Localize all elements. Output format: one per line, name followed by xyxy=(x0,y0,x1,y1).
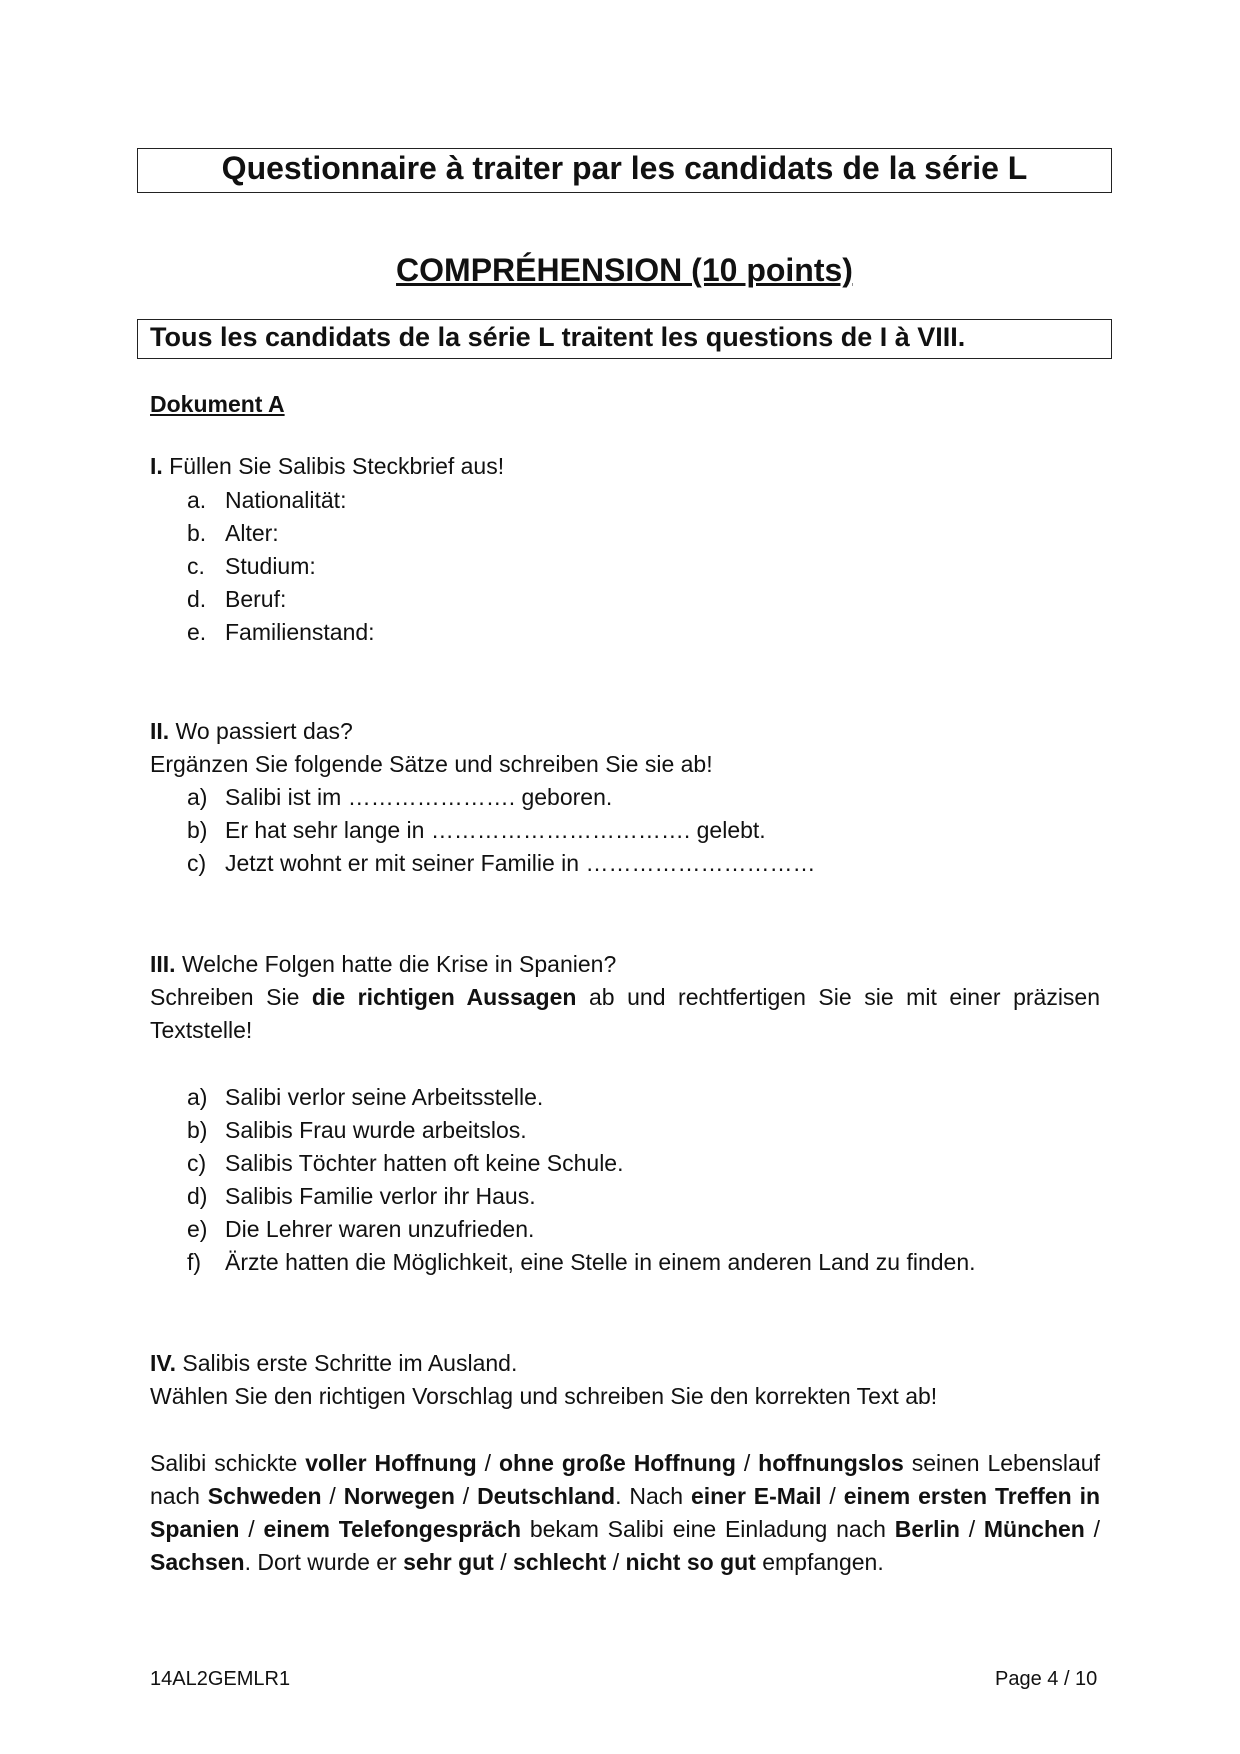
question-1-prompt: I. Füllen Sie Salibis Steckbrief aus! xyxy=(150,453,505,479)
page-title: Questionnaire à traiter par les candidats de la série L xyxy=(221,150,1028,186)
footer-page-number: Page 4 / 10 xyxy=(995,1668,1098,1690)
question-3-prompt: III. Welche Folgen hatte die Krise in Spanien? xyxy=(150,951,617,977)
question-2-instruction: Ergänzen Sie folgende Sätze und schreiben Sie sie ab! xyxy=(150,751,713,777)
question-number: III. xyxy=(150,951,176,977)
question-number: II. xyxy=(150,718,170,744)
footer-code: 14AL2GEMLR1 xyxy=(150,1668,291,1690)
question-3-instruction: Schreiben Sie die richtigen Aussagen ab und rechtfertigen Sie sie mit einer präzisen Textstelle! xyxy=(150,984,1101,1043)
instruction-text: Tous les candidats de la série L traitent les questions de I à VIII. xyxy=(150,322,966,352)
question-4-prompt: IV. Salibis erste Schritte im Ausland. xyxy=(150,1350,518,1376)
question-4-instruction: Wählen Sie den richtigen Vorschlag und schreiben Sie den korrekten Text ab! xyxy=(150,1383,938,1409)
document-label: Dokument A xyxy=(150,391,285,417)
section-heading: COMPRÉHENSION (10 points) xyxy=(396,252,853,288)
question-number: IV. xyxy=(150,1350,177,1376)
question-2-prompt: II. Wo passiert das? xyxy=(150,718,353,744)
question-4-paragraph: Salibi schickte voller Hoffnung / ohne große Hoffnung / hoffnungslos seinen Lebenslauf nach Schweden / Norwegen / Deutschland. Nach einer E-Mail / einem ersten Treffen in Spanien / einem Telefongespräch bekam Salibi eine Einladung nach Berlin / München / Sachsen. Dort wurde er sehr gut / schlecht / nicht so gut empfangen. xyxy=(150,1450,1101,1575)
question-number: I. xyxy=(150,453,163,479)
